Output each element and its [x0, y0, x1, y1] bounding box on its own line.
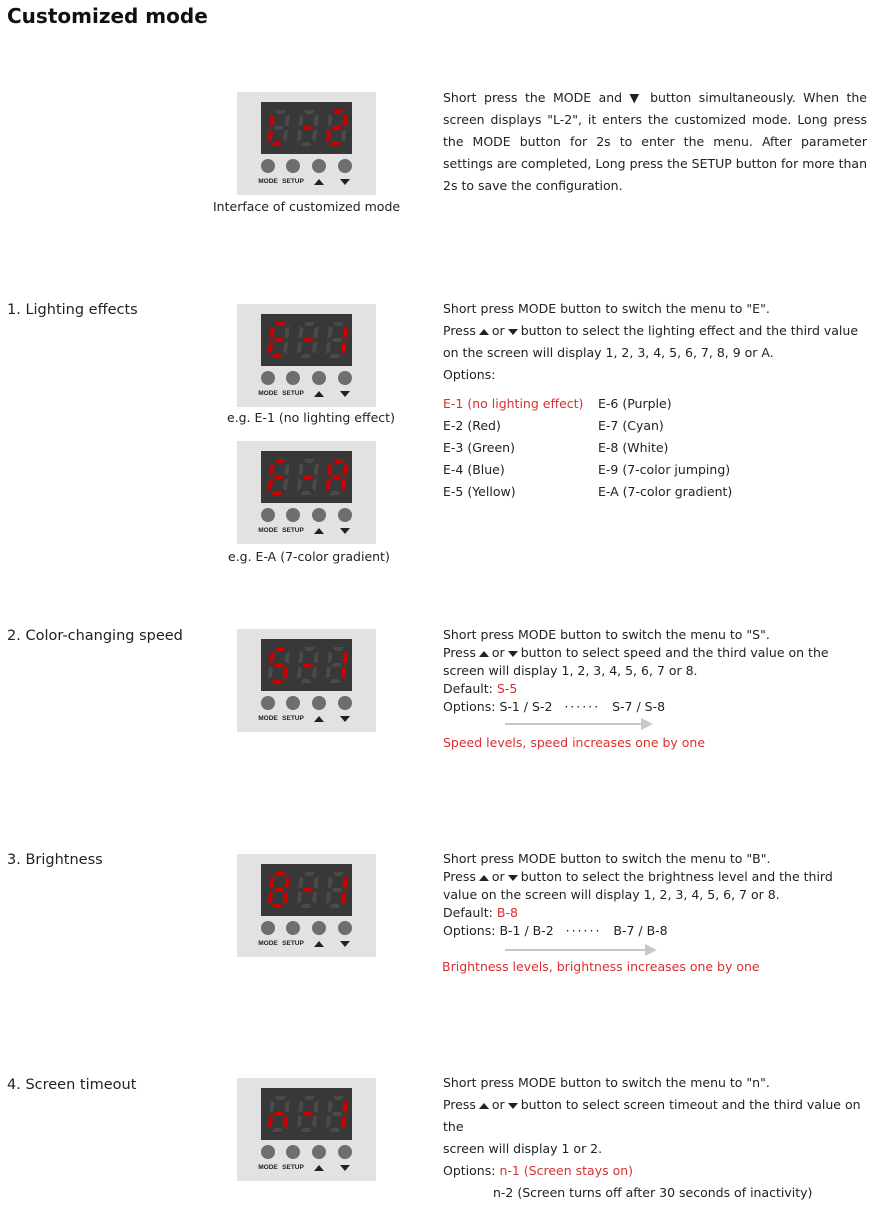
up-button[interactable] — [312, 371, 326, 385]
option-2: n-2 (Screen turns off after 30 seconds of inactivity) — [493, 1185, 813, 1200]
led-segment — [273, 663, 284, 667]
led-segment — [327, 114, 332, 127]
led-segment — [327, 326, 332, 339]
brightness-options — [443, 922, 873, 940]
led-segment — [341, 891, 346, 904]
led-segment — [341, 129, 346, 142]
led-segment — [312, 891, 317, 904]
led-segment — [329, 354, 340, 358]
led-segment — [329, 142, 340, 146]
led-screen — [261, 1088, 352, 1140]
led-segment — [297, 478, 302, 491]
down-arrow-icon — [330, 940, 360, 947]
led-segment — [284, 876, 289, 889]
led-segment — [300, 1128, 311, 1132]
mode-label: MODE — [258, 715, 278, 722]
led-digit — [296, 872, 319, 908]
led-segment — [331, 475, 342, 479]
led-segment — [302, 126, 313, 130]
up-button[interactable] — [312, 1145, 326, 1159]
text-rest: button to select the lighting effect and the third value — [520, 323, 859, 338]
led-segment — [331, 663, 342, 667]
device-panel-e1 — [237, 304, 376, 407]
led-segment — [298, 326, 303, 339]
led-display — [261, 451, 352, 503]
device-panel-ea — [237, 441, 376, 544]
down-button[interactable] — [338, 921, 352, 935]
down-arrow-icon — [508, 651, 518, 657]
led-segment — [313, 1100, 318, 1113]
speed-default — [443, 680, 873, 698]
led-segment — [268, 341, 273, 354]
led-segment — [329, 679, 340, 683]
led-digit — [267, 459, 290, 495]
led-segment — [271, 679, 282, 683]
option-item: E-2 (Red) — [443, 418, 501, 433]
led-segment — [342, 876, 347, 889]
speed-text — [443, 626, 873, 716]
led-digit — [267, 647, 290, 683]
led-segment — [302, 663, 313, 667]
led-segment — [300, 142, 311, 146]
up-arrow-icon — [479, 875, 489, 881]
device-panel-b1 — [237, 854, 376, 957]
led-segment — [283, 1115, 288, 1128]
down-arrow-icon — [508, 329, 518, 335]
mode-button[interactable] — [261, 921, 275, 935]
caption-ea: e.g. E-A (7-color gradient) — [228, 549, 390, 564]
mode-label: MODE — [258, 940, 278, 947]
intro-caption: Interface of customized mode — [213, 199, 401, 214]
led-segment — [271, 354, 282, 358]
led-segment — [302, 338, 313, 342]
led-segment — [273, 338, 284, 342]
page-title: Customized mode — [7, 4, 208, 28]
timeout-line2 — [443, 1094, 873, 1138]
options-label: Options: — [443, 1163, 496, 1178]
led-segment — [333, 459, 344, 463]
setup-label: SETUP — [282, 527, 304, 534]
led-digit — [296, 1096, 319, 1132]
led-segment — [284, 463, 289, 476]
led-segment — [275, 872, 286, 876]
led-segment — [271, 1128, 282, 1132]
down-triangle-icon — [340, 528, 350, 534]
led-segment — [275, 322, 286, 326]
timeout-text — [443, 1072, 873, 1204]
led-segment — [269, 876, 274, 889]
options-dots: ······ — [565, 923, 602, 938]
led-segment — [331, 338, 342, 342]
led-segment — [297, 341, 302, 354]
options-right-column — [598, 393, 732, 503]
led-display — [261, 1088, 352, 1140]
led-segment — [284, 1100, 289, 1113]
text-press: Press — [443, 323, 476, 338]
led-segment — [275, 647, 286, 651]
lighting-line4: Options: — [443, 367, 496, 382]
speed-line2 — [443, 644, 873, 662]
mode-label: MODE — [258, 178, 278, 185]
down-button[interactable] — [338, 1145, 352, 1159]
led-segment — [269, 463, 274, 476]
setup-button[interactable] — [286, 371, 300, 385]
section-title-brightness: 3. Brightness — [7, 852, 103, 868]
down-arrow-icon — [330, 1164, 360, 1171]
down-triangle-icon — [340, 1165, 350, 1171]
text-or: or — [491, 645, 505, 660]
led-segment — [327, 463, 332, 476]
led-segment — [313, 463, 318, 476]
mode-button[interactable] — [261, 508, 275, 522]
default-label: Default: — [443, 681, 493, 696]
option-1: n-1 (Screen stays on) — [499, 1163, 634, 1178]
down-arrow-icon — [330, 390, 360, 397]
led-segment — [283, 478, 288, 491]
led-segment — [300, 354, 311, 358]
up-arrow-icon — [479, 651, 489, 657]
down-arrow-icon — [508, 875, 518, 881]
up-triangle-icon — [314, 528, 324, 534]
led-segment — [275, 110, 286, 114]
led-segment — [313, 326, 318, 339]
led-segment — [326, 1115, 331, 1128]
brightness-line2 — [443, 868, 873, 886]
setup-button[interactable] — [286, 1145, 300, 1159]
led-screen — [261, 639, 352, 691]
options-left-column — [443, 393, 583, 503]
brightness-progress-arrow — [505, 949, 655, 951]
led-segment — [333, 322, 344, 326]
up-button[interactable] — [312, 508, 326, 522]
timeout-options — [443, 1160, 873, 1182]
up-arrow-icon — [479, 1103, 489, 1109]
led-segment — [283, 129, 288, 142]
led-segment — [329, 904, 340, 908]
led-segment — [300, 491, 311, 495]
led-segment — [333, 872, 344, 876]
setup-label: SETUP — [282, 715, 304, 722]
led-screen — [261, 451, 352, 503]
options-start: S-1 / S-2 — [499, 699, 553, 714]
down-arrow-icon — [508, 1103, 518, 1109]
led-segment — [268, 891, 273, 904]
text-press: Press — [443, 1097, 476, 1112]
setup-label: SETUP — [282, 940, 304, 947]
caption-e1: e.g. E-1 (no lighting effect) — [227, 410, 395, 425]
down-button[interactable] — [338, 371, 352, 385]
led-digit — [267, 322, 290, 358]
led-segment — [329, 491, 340, 495]
text-rest: button to select screen timeout and the third value on the — [443, 1097, 861, 1134]
up-button[interactable] — [312, 696, 326, 710]
section-title-lighting: 1. Lighting effects — [7, 302, 138, 318]
lighting-line3: on the screen will display 1, 2, 3, 4, 5, 6, 7, 8, 9 or A. — [443, 345, 774, 360]
led-segment — [331, 126, 342, 130]
mode-button[interactable] — [261, 1145, 275, 1159]
led-segment — [326, 891, 331, 904]
mode-button[interactable] — [261, 371, 275, 385]
section-title-timeout: 4. Screen timeout — [7, 1077, 137, 1093]
option-item: E-6 (Purple) — [598, 396, 672, 411]
led-segment — [312, 1115, 317, 1128]
led-segment — [342, 326, 347, 339]
speed-line1: Short press MODE button to switch the menu to "S". — [443, 627, 770, 642]
led-display — [261, 639, 352, 691]
led-segment — [283, 341, 288, 354]
led-segment — [326, 666, 331, 679]
options-label: Options: — [443, 923, 496, 938]
lighting-line2 — [443, 320, 873, 342]
led-segment — [331, 888, 342, 892]
led-segment — [302, 1112, 313, 1116]
brightness-default — [443, 904, 873, 922]
mode-label: MODE — [258, 1164, 278, 1171]
mode-button[interactable] — [261, 159, 275, 173]
device-panel-s1 — [237, 629, 376, 732]
timeout-line1: Short press MODE button to switch the menu to "n". — [443, 1075, 770, 1090]
led-screen — [261, 102, 352, 154]
speed-options — [443, 698, 873, 716]
led-segment — [333, 1096, 344, 1100]
option-item: E-7 (Cyan) — [598, 418, 664, 433]
led-segment — [341, 341, 346, 354]
up-triangle-icon — [314, 391, 324, 397]
setup-button[interactable] — [286, 696, 300, 710]
brightness-text — [443, 850, 873, 940]
led-segment — [283, 666, 288, 679]
led-segment — [327, 1100, 332, 1113]
timeout-option2-row — [443, 1182, 873, 1204]
options-label: Options: — [443, 699, 496, 714]
led-segment — [283, 891, 288, 904]
led-segment — [342, 1100, 347, 1113]
led-segment — [302, 475, 313, 479]
up-button[interactable] — [312, 159, 326, 173]
led-segment — [304, 110, 315, 114]
led-segment — [333, 110, 344, 114]
led-segment — [304, 647, 315, 651]
led-digit — [325, 872, 348, 908]
up-triangle-icon — [314, 716, 324, 722]
default-label: Default: — [443, 905, 493, 920]
led-segment — [268, 478, 273, 491]
led-segment — [342, 114, 347, 127]
speed-note: Speed levels, speed increases one by one — [443, 735, 706, 750]
lighting-line1: Short press MODE button to switch the menu to "E". — [443, 301, 770, 316]
led-segment — [342, 651, 347, 664]
speed-progress-arrow — [505, 723, 651, 725]
led-segment — [268, 666, 273, 679]
device-panel-intro — [237, 92, 376, 195]
led-segment — [327, 876, 332, 889]
led-segment — [341, 666, 346, 679]
setup-button[interactable] — [286, 508, 300, 522]
led-segment — [329, 1128, 340, 1132]
options-end: B-7 / B-8 — [613, 923, 668, 938]
led-digit — [267, 110, 290, 146]
mode-label: MODE — [258, 390, 278, 397]
led-segment — [304, 1096, 315, 1100]
led-segment — [302, 888, 313, 892]
options-dots: ······ — [564, 699, 601, 714]
led-segment — [341, 1115, 346, 1128]
mode-label: MODE — [258, 527, 278, 534]
up-arrow-icon — [479, 329, 489, 335]
led-segment — [271, 904, 282, 908]
led-digit — [267, 1096, 290, 1132]
led-segment — [297, 1115, 302, 1128]
led-segment — [275, 1096, 286, 1100]
led-segment — [271, 142, 282, 146]
led-segment — [312, 666, 317, 679]
text-rest: button to select the brightness level and the third — [520, 869, 833, 884]
led-segment — [271, 491, 282, 495]
led-display — [261, 864, 352, 916]
up-triangle-icon — [314, 941, 324, 947]
device-panel-n1 — [237, 1078, 376, 1181]
led-segment — [342, 463, 347, 476]
led-digit — [325, 322, 348, 358]
led-segment — [333, 647, 344, 651]
options-end: S-7 / S-8 — [612, 699, 666, 714]
led-segment — [273, 126, 284, 130]
led-digit — [325, 1096, 348, 1132]
timeout-line3: screen will display 1 or 2. — [443, 1141, 603, 1156]
led-segment — [298, 114, 303, 127]
brightness-note: Brightness levels, brightness increases one by one — [442, 959, 760, 974]
led-segment — [312, 129, 317, 142]
down-triangle-icon — [340, 179, 350, 185]
down-button[interactable] — [338, 159, 352, 173]
led-segment — [341, 478, 346, 491]
intro-text: Short press the MODE and ▼ button simultaneously. When the screen displays "L-2", it enters the customized mode. Long press the MODE button for 2s to enter the menu. After parameter settings are completed, Long press the SETUP button for more than 2s to save the configuration. — [443, 90, 867, 193]
down-arrow-icon — [330, 178, 360, 185]
down-arrow-icon — [330, 527, 360, 534]
down-triangle-icon — [340, 716, 350, 722]
option-item: E-8 (White) — [598, 440, 669, 455]
led-segment — [326, 478, 331, 491]
down-triangle-icon — [340, 391, 350, 397]
setup-label: SETUP — [282, 390, 304, 397]
led-segment — [313, 114, 318, 127]
mode-button[interactable] — [261, 696, 275, 710]
up-button[interactable] — [312, 921, 326, 935]
brightness-line1: Short press MODE button to switch the menu to "B". — [443, 851, 771, 866]
up-triangle-icon — [314, 179, 324, 185]
up-triangle-icon — [314, 1165, 324, 1171]
led-segment — [297, 129, 302, 142]
led-segment — [313, 651, 318, 664]
default-value: B-8 — [496, 905, 518, 920]
led-segment — [297, 666, 302, 679]
setup-label: SETUP — [282, 1164, 304, 1171]
led-segment — [284, 114, 289, 127]
option-item: E-1 (no lighting effect) — [443, 396, 584, 411]
down-triangle-icon — [340, 941, 350, 947]
setup-label: SETUP — [282, 178, 304, 185]
led-digit — [325, 459, 348, 495]
default-value: S-5 — [496, 681, 518, 696]
led-segment — [273, 1112, 284, 1116]
led-segment — [313, 876, 318, 889]
down-arrow-icon — [330, 715, 360, 722]
led-segment — [298, 876, 303, 889]
led-digit — [296, 110, 319, 146]
led-segment — [312, 478, 317, 491]
led-segment — [269, 1100, 274, 1113]
section-title-speed: 2. Color-changing speed — [7, 628, 183, 644]
option-item: E-5 (Yellow) — [443, 484, 516, 499]
led-segment — [268, 129, 273, 142]
led-display — [261, 314, 352, 366]
brightness-line3: value on the screen will display 1, 2, 3, 4, 5, 6, 7 or 8. — [443, 887, 780, 902]
led-segment — [298, 1100, 303, 1113]
led-digit — [325, 647, 348, 683]
led-segment — [273, 888, 284, 892]
led-segment — [326, 341, 331, 354]
text-rest: button to select speed and the third value on the — [520, 645, 829, 660]
led-digit — [267, 872, 290, 908]
led-screen — [261, 314, 352, 366]
text-press: Press — [443, 645, 476, 660]
led-digit — [296, 459, 319, 495]
led-segment — [284, 326, 289, 339]
option-item: E-4 (Blue) — [443, 462, 505, 477]
led-display — [261, 102, 352, 154]
led-segment — [331, 1112, 342, 1116]
led-segment — [269, 114, 274, 127]
led-segment — [298, 463, 303, 476]
led-segment — [298, 651, 303, 664]
led-segment — [273, 475, 284, 479]
led-segment — [326, 129, 331, 142]
led-segment — [284, 651, 289, 664]
option-item: E-3 (Green) — [443, 440, 515, 455]
led-segment — [300, 904, 311, 908]
led-segment — [269, 326, 274, 339]
led-screen — [261, 864, 352, 916]
led-segment — [275, 459, 286, 463]
led-segment — [304, 322, 315, 326]
option-item: E-A (7-color gradient) — [598, 484, 733, 499]
options-start: B-1 / B-2 — [499, 923, 554, 938]
text-or: or — [491, 323, 505, 338]
led-digit — [296, 322, 319, 358]
option-item: E-9 (7-color jumping) — [598, 462, 731, 477]
led-segment — [300, 679, 311, 683]
led-segment — [304, 459, 315, 463]
speed-line3: screen will display 1, 2, 3, 4, 5, 6, 7 or 8. — [443, 663, 698, 678]
led-segment — [297, 891, 302, 904]
led-segment — [269, 651, 274, 664]
down-button[interactable] — [338, 508, 352, 522]
led-segment — [304, 872, 315, 876]
setup-button[interactable] — [286, 921, 300, 935]
text-or: or — [491, 1097, 505, 1112]
led-segment — [312, 341, 317, 354]
text-press: Press — [443, 869, 476, 884]
led-segment — [327, 651, 332, 664]
led-segment — [268, 1115, 273, 1128]
lighting-text — [443, 298, 873, 386]
led-digit — [296, 647, 319, 683]
setup-button[interactable] — [286, 159, 300, 173]
down-button[interactable] — [338, 696, 352, 710]
led-digit — [325, 110, 348, 146]
text-or: or — [491, 869, 505, 884]
